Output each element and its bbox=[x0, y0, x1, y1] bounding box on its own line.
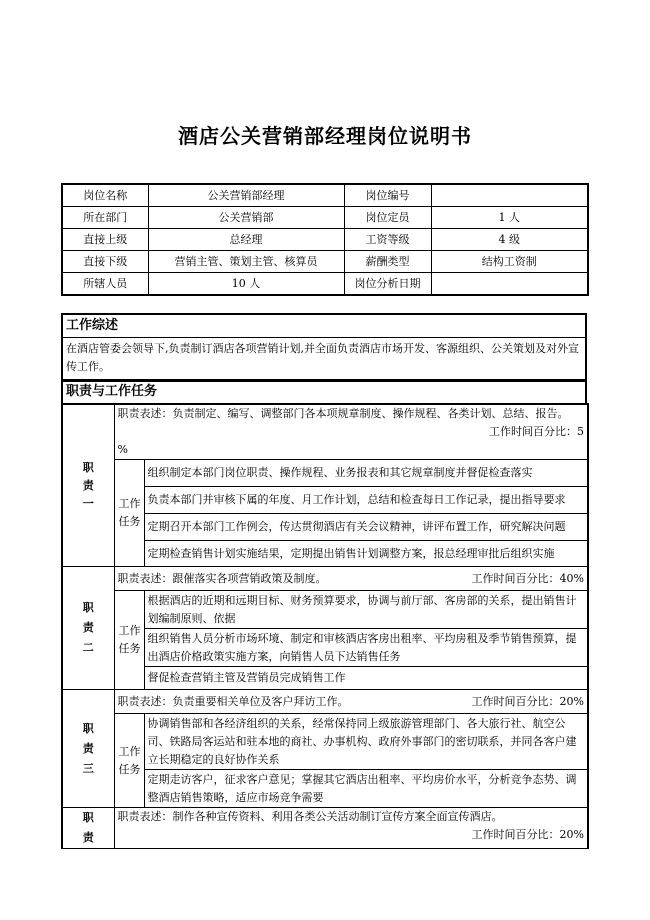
duty-desc-cell bbox=[114, 567, 588, 591]
duty-time: 工作时间百分比：40% bbox=[471, 571, 584, 585]
duty-label-text: 职责 bbox=[82, 811, 94, 844]
task-label-text: 工作任务 bbox=[118, 624, 141, 655]
task-label bbox=[114, 591, 144, 690]
summary-text: 在酒店管委会领导下,负责制订酒店各项营销计划,并全面负责酒店市场开发、客源组织、公关策划及对外宣传工作。 bbox=[66, 342, 579, 373]
info-value bbox=[431, 273, 588, 296]
task-item: 定期召开本部门工作例会，传达贯彻酒店有关会议精神，讲评布置工作，研究解决问题 bbox=[144, 514, 588, 541]
task-row bbox=[62, 460, 588, 487]
info-value: 公关营销部 bbox=[148, 207, 344, 229]
info-value: 公关营销部经理 bbox=[148, 184, 344, 207]
duty-time-tail: % bbox=[117, 443, 128, 456]
info-row bbox=[62, 273, 588, 296]
info-label: 岗位定员 bbox=[344, 207, 431, 229]
duty-desc: 职责表述：制作各种宣传资料、利用各类公关活动制订宣传方案全面宣传酒店。 bbox=[117, 810, 503, 823]
duty-desc: 职责表述：跟催落实各项营销政策及制度。 bbox=[117, 571, 327, 585]
duty-label bbox=[62, 808, 114, 849]
position-info-table bbox=[61, 183, 589, 296]
task-item: 定期检查销售计划实施结果，定期提出销售计划调整方案，报总经理审批后组织实施 bbox=[144, 541, 588, 567]
duty-label-text: 职责三 bbox=[82, 721, 94, 775]
info-label: 直接下级 bbox=[62, 251, 148, 273]
duty-desc-cell bbox=[114, 690, 588, 714]
summary-section bbox=[61, 313, 587, 382]
duty-label-text: 职责一 bbox=[82, 460, 94, 510]
duty-label bbox=[62, 567, 114, 690]
info-label: 薪酬类型 bbox=[344, 251, 431, 273]
task-item: 组织销售人员分析市场环境、制定和审核酒店客房出租率、平均房租及季节销售预算，提出酒店价格政策实施方案，向销售人员下达销售任务 bbox=[144, 629, 588, 667]
info-row bbox=[62, 229, 588, 251]
duty-time: 工作时间百分比：20% bbox=[471, 828, 584, 841]
task-row bbox=[62, 714, 588, 770]
duty-time: 工作时间百分比：5 bbox=[489, 425, 584, 438]
task-item: 组织制定本部门岗位职责、操作规程、业务报表和其它规章制度并督促检查落实 bbox=[144, 460, 588, 487]
info-label: 岗位名称 bbox=[62, 184, 148, 207]
task-label-text: 工作任务 bbox=[118, 744, 141, 776]
duties-heading-box bbox=[61, 379, 587, 403]
duties-heading: 职责与工作任务 bbox=[66, 384, 158, 399]
duty-label bbox=[62, 690, 114, 808]
info-label: 岗位编号 bbox=[344, 184, 431, 207]
info-value: 总经理 bbox=[148, 229, 344, 251]
summary-heading: 工作综述 bbox=[63, 315, 585, 338]
info-row bbox=[62, 207, 588, 229]
task-label bbox=[114, 460, 144, 567]
info-row bbox=[62, 184, 588, 207]
document-title: 酒店公关营销部经理岗位说明书 bbox=[178, 124, 472, 148]
duty-desc-row bbox=[62, 808, 588, 849]
duty-desc-row bbox=[62, 404, 588, 460]
duty-desc-cell bbox=[114, 808, 588, 849]
duty-time: 工作时间百分比：20% bbox=[471, 694, 584, 708]
info-value: 结构工资制 bbox=[431, 251, 588, 273]
info-label: 所辖人员 bbox=[62, 273, 148, 296]
info-value bbox=[431, 184, 588, 207]
info-row bbox=[62, 251, 588, 273]
duty-desc-cell bbox=[114, 404, 588, 460]
duty-label-text: 职责二 bbox=[82, 601, 94, 654]
info-value: 1 人 bbox=[431, 207, 588, 229]
duty-desc: 职责表述：负责重要相关单位及客户拜访工作。 bbox=[117, 694, 349, 708]
info-label: 直接上级 bbox=[62, 229, 148, 251]
info-value: 营销主管、策划主管、核算员 bbox=[148, 251, 344, 273]
duty-desc-row bbox=[62, 690, 588, 714]
task-item: 根据酒店的近期和远期目标、财务预算要求，协调与前厅部、客房部的关系，提出销售计划编制原则、依据 bbox=[144, 591, 588, 629]
task-row bbox=[62, 591, 588, 629]
info-value: 10 人 bbox=[148, 273, 344, 296]
info-label: 所在部门 bbox=[62, 207, 148, 229]
duty-desc-row bbox=[62, 567, 588, 591]
duty-label bbox=[62, 404, 114, 567]
task-label bbox=[114, 714, 144, 808]
info-label: 工资等级 bbox=[344, 229, 431, 251]
task-item: 负责本部门并审核下属的年度、月工作计划，总结和检查每日工作记录，提出指导要求 bbox=[144, 487, 588, 514]
duty-desc: 职责表述：负责制定、编写、调整部门各本项规章制度、操作规程、各类计划、总结、报告。 bbox=[117, 407, 569, 420]
task-item: 协调销售部和各经济组织的关系，经常保持同上级旅游管理部门、各大旅行社、航空公司、铁路局客运站和驻本地的商社、办事机构、政府外事部门的密切联系，并同各客户建立长期稳定的良好协作关系 bbox=[144, 714, 588, 770]
duties-table bbox=[61, 403, 589, 849]
info-value: 4 级 bbox=[431, 229, 588, 251]
task-item: 督促检查营销主管及营销员完成销售工作 bbox=[144, 667, 588, 690]
task-label-text: 工作任务 bbox=[118, 497, 141, 528]
task-item: 定期走访客户，征求客户意见；掌握其它酒店出租率、平均房价水平，分析竞争态势、调整酒店销售策略，适应市场竞争需要 bbox=[144, 770, 588, 808]
info-label: 岗位分析日期 bbox=[344, 273, 431, 296]
